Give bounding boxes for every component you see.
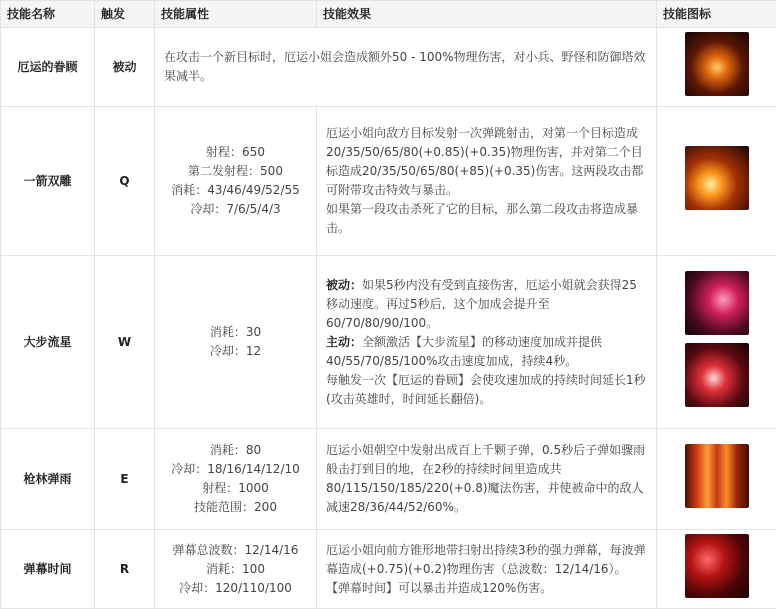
effect-active: [326, 333, 647, 371]
skill-effect: [317, 530, 657, 609]
icon-cell: [657, 429, 776, 530]
attr-line: 第二发射程：500: [164, 162, 307, 181]
effect-extra: 每触发一次【厄运的眷顾】会使攻速加成的持续时间延长1秒(攻击英雄时，时间延长翻倍)。: [326, 371, 647, 409]
w-skill-active-icon: [685, 343, 749, 407]
effect-line: 厄运小姐朝空中发射出成百上千颗子弹，0.5秒后子弹如骤雨般击打到目的地，在2秒的持续时间里造成共80/115/150/185/220(+0.8)魔法伤害，并使被命中的敌人减速28/36/44/52/60%。: [326, 441, 647, 517]
skill-key: W: [95, 256, 155, 429]
skill-attr: [155, 530, 317, 609]
skill-name: 大步流星: [1, 256, 95, 429]
skill-effect: [317, 429, 657, 530]
active-label: 主动：: [326, 335, 362, 349]
attr-line: 消耗：43/46/49/52/55: [164, 181, 307, 200]
effect-passive: [326, 276, 647, 333]
active-text: 全额激活【大步流星】的移动速度加成并提供40/55/70/85/100%攻击速度加成，持续4秒。: [326, 335, 602, 368]
table-row: [1, 530, 776, 609]
attr-line: 冷却：18/16/14/12/10: [164, 460, 307, 479]
effect-line: 如果第一段攻击杀死了它的目标，那么第二段攻击将造成暴击。: [326, 200, 647, 238]
header-name: 技能名称: [1, 1, 95, 28]
skill-name: 弹幕时间: [1, 530, 95, 609]
effect-line: 在攻击一个新目标时，厄运小姐会造成额外50 - 100%物理伤害，对小兵、野怪和防御塔效果减半。: [164, 48, 647, 86]
table-row: [1, 429, 776, 530]
attr-line: 弹幕总波数：12/14/16: [164, 541, 307, 560]
header-row: [1, 1, 776, 28]
passive-label: 被动：: [326, 278, 362, 292]
skill-key: E: [95, 429, 155, 530]
attr-line: 射程：650: [164, 143, 307, 162]
header-effect: 技能效果: [317, 1, 657, 28]
skill-attr: [155, 256, 317, 429]
header-key: 触发: [95, 1, 155, 28]
attr-line: 消耗：80: [164, 441, 307, 460]
attr-line: 技能范围：200: [164, 498, 307, 517]
skill-effect: [317, 107, 657, 256]
attr-line: 冷却：7/6/5/4/3: [164, 200, 307, 219]
icon-cell: [657, 530, 776, 609]
skill-attr: [155, 429, 317, 530]
passive-text: 如果5秒内没有受到直接伤害，厄运小姐就会获得25移动速度。再过5秒后，这个加成会提升至60/70/80/90/100。: [326, 278, 637, 330]
skill-name: 一箭双雕: [1, 107, 95, 256]
attr-line: 消耗：100: [164, 560, 307, 579]
skill-attr: [155, 107, 317, 256]
attr-line: 射程：1000: [164, 479, 307, 498]
e-skill-icon: [685, 444, 749, 508]
attr-line: 消耗：30: [164, 323, 307, 342]
effect-line: 【弹幕时间】可以暴击并造成120%伤害。: [326, 579, 647, 598]
icon-cell: [657, 107, 776, 256]
table-row: [1, 107, 776, 256]
attr-line: 冷却：12: [164, 342, 307, 361]
icon-cell: [657, 256, 776, 429]
attr-line: 冷却：120/110/100: [164, 579, 307, 598]
skill-key: 被动: [95, 28, 155, 107]
table-row: [1, 28, 776, 107]
skill-key: Q: [95, 107, 155, 256]
icon-cell: [657, 28, 776, 107]
q-skill-icon: [685, 146, 749, 210]
skill-effect: [155, 28, 657, 107]
skill-effect: [317, 256, 657, 429]
skill-name: 厄运的眷顾: [1, 28, 95, 107]
skill-name: 枪林弹雨: [1, 429, 95, 530]
effect-line: 厄运小姐向前方锥形地带扫射出持续3秒的强力弹幕，每波弹幕造成(+0.75)(+0.2)物理伤害（总波数：12/14/16）。: [326, 541, 647, 579]
header-attr: 技能属性: [155, 1, 317, 28]
w-skill-icon: [685, 271, 749, 335]
header-icon: 技能图标: [657, 1, 776, 28]
skill-key: R: [95, 530, 155, 609]
effect-line: 厄运小姐向敌方目标发射一次弹跳射击，对第一个目标造成20/35/50/65/80(+0.85)(+0.35)物理伤害，并对第二个目标造成20/35/50/65/80(+85)(+0.35)伤害。这两段攻击都可附带攻击特效与暴击。: [326, 124, 647, 200]
passive-skill-icon: [685, 32, 749, 96]
r-skill-icon: [685, 534, 749, 598]
table-row: [1, 256, 776, 429]
